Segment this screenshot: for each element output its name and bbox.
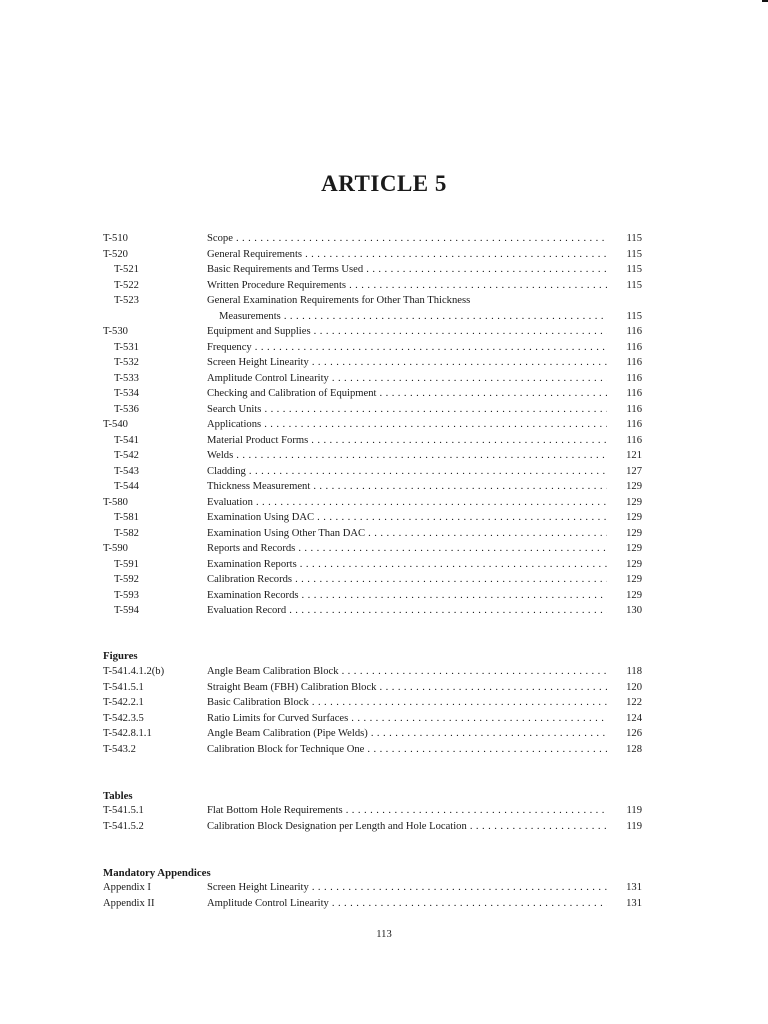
- section-number: T-580: [103, 496, 128, 508]
- toc-row: [0, 803, 768, 819]
- toc-row: [0, 262, 768, 278]
- page-ref: 131: [626, 882, 642, 893]
- toc-row: [0, 231, 768, 247]
- section-number: T-542: [114, 450, 139, 461]
- section-number: T-520: [103, 248, 128, 260]
- page-ref: 116: [626, 403, 642, 415]
- section-title: Amplitude Control Linearity . . .: [207, 896, 607, 912]
- section-number: Appendix I: [103, 882, 151, 893]
- toc-row: [0, 355, 768, 371]
- toc-row: [0, 324, 768, 340]
- toc-row: [0, 541, 768, 557]
- page-ref: 129: [626, 558, 642, 570]
- section-title: Basic Requirements and Terms Used . . .: [207, 262, 607, 278]
- page-ref: 116: [626, 372, 642, 384]
- page-ref: 121: [626, 450, 642, 461]
- page-ref: 126: [626, 728, 642, 739]
- section-number: T-594: [114, 605, 139, 616]
- section-title: Screen Height Linearity . . .: [207, 880, 607, 896]
- page-ref: 129: [626, 527, 642, 539]
- section-title: Equipment and Supplies . . .: [207, 324, 607, 340]
- section-title: Calibration Block for Technique One . . .: [207, 742, 607, 758]
- toc-row: [0, 526, 768, 542]
- section-title: Amplitude Control Linearity . . .: [207, 371, 607, 387]
- toc-row: [0, 742, 768, 758]
- section-number: T-542.8.1.1: [103, 728, 152, 739]
- page-ref: 115: [626, 279, 642, 291]
- section-number: T-591: [114, 558, 139, 570]
- page-ref: 129: [626, 512, 642, 523]
- toc-row: [0, 402, 768, 418]
- toc-row: [0, 371, 768, 387]
- section-title: General Examination Requirements for Other Than Thickness: [207, 295, 471, 306]
- section-number: T-522: [114, 279, 139, 291]
- section-title: Flat Bottom Hole Requirements . . .: [207, 803, 607, 819]
- section-title: Angle Beam Calibration (Pipe Welds) . . .: [207, 726, 607, 742]
- page-ref: 119: [626, 805, 642, 816]
- page-ref: 120: [626, 681, 642, 693]
- page-ref: 131: [626, 897, 642, 909]
- toc-row: [0, 695, 768, 711]
- article-title: ARTICLE 5: [321, 171, 447, 196]
- section-title: Examination Records . . .: [207, 588, 607, 604]
- page-ref: 129: [626, 574, 642, 585]
- figures-heading: Figures: [103, 650, 138, 662]
- toc-row: [0, 495, 768, 511]
- section-number: T-523: [114, 295, 139, 306]
- section-title: Applications . . .: [207, 417, 607, 433]
- toc-row: [0, 603, 768, 619]
- section-title: Examination Using DAC . . .: [207, 510, 607, 526]
- section-number: T-544: [114, 481, 139, 492]
- section-title: Angle Beam Calibration Block . . .: [207, 664, 607, 680]
- section-number: Appendix II: [103, 897, 155, 909]
- toc-row: [0, 572, 768, 588]
- section-title: Frequency . . .: [207, 340, 607, 356]
- toc-row: [0, 433, 768, 449]
- section-number: T-534: [114, 388, 139, 399]
- toc-row: [0, 309, 768, 325]
- section-number: T-590: [103, 543, 128, 554]
- page-ref: 119: [626, 820, 642, 832]
- page-ref: 122: [626, 697, 642, 708]
- page-ref: 116: [626, 326, 642, 337]
- section-title: General Requirements . . .: [207, 247, 607, 263]
- section-title: Calibration Records . . .: [207, 572, 607, 588]
- section-title: Evaluation Record . . .: [207, 603, 607, 619]
- page-ref: 127: [626, 465, 642, 477]
- page-ref: 116: [626, 434, 642, 446]
- page-ref: 129: [626, 481, 642, 492]
- page-ref: 115: [626, 233, 642, 244]
- section-title: Evaluation . . .: [207, 495, 607, 511]
- section-number: T-510: [103, 233, 128, 244]
- section-number: T-533: [114, 372, 139, 384]
- page-ref: 115: [626, 264, 642, 275]
- page-ref: 129: [626, 543, 642, 554]
- toc-row: [0, 557, 768, 573]
- toc-row: [0, 479, 768, 495]
- section-number: T-542.2.1: [103, 697, 144, 708]
- section-title: Scope . . .: [207, 231, 607, 247]
- page-ref: 130: [626, 605, 642, 616]
- section-number: T-540: [103, 419, 128, 430]
- toc-row: [0, 278, 768, 294]
- toc-row: [0, 293, 768, 309]
- section-number: T-543.2: [103, 743, 136, 755]
- section-title: Reports and Records . . .: [207, 541, 607, 557]
- page-ref: 129: [626, 496, 642, 508]
- toc-row: [0, 726, 768, 742]
- section-title: Measurements . . .: [207, 309, 607, 325]
- page-ref: 129: [626, 589, 642, 601]
- toc-row: [0, 896, 768, 912]
- section-number: T-541: [114, 434, 139, 446]
- section-number: T-541.5.2: [103, 820, 144, 832]
- section-title: Straight Beam (FBH) Calibration Block . . .: [207, 680, 607, 696]
- section-title: Welds . . .: [207, 448, 607, 464]
- section-number: T-532: [114, 357, 139, 368]
- section-number: T-543: [114, 465, 139, 477]
- section-title: Material Product Forms . . .: [207, 433, 607, 449]
- toc-row: [0, 510, 768, 526]
- section-number: T-530: [103, 326, 128, 337]
- section-number: T-582: [114, 527, 139, 539]
- section-title: Basic Calibration Block . . .: [207, 695, 607, 711]
- toc-row: [0, 819, 768, 835]
- section-title: Examination Reports . . .: [207, 557, 607, 573]
- page-ref: 116: [626, 357, 642, 368]
- toc-row: [0, 417, 768, 433]
- toc-row: [0, 664, 768, 680]
- scan-corner-mark: [762, 0, 768, 2]
- page-ref: 128: [626, 743, 642, 755]
- section-number: T-521: [114, 264, 139, 275]
- section-number: T-542.3.5: [103, 712, 144, 724]
- toc-row: [0, 448, 768, 464]
- section-title: Cladding . . .: [207, 464, 607, 480]
- tables-heading: Tables: [103, 790, 133, 802]
- toc-row: [0, 680, 768, 696]
- section-number: T-541.5.1: [103, 805, 144, 816]
- page-ref: 116: [626, 419, 642, 430]
- appendices-heading: Mandatory Appendices: [103, 867, 211, 879]
- page-ref: 116: [626, 388, 642, 399]
- toc-row: [0, 340, 768, 356]
- section-number: T-531: [114, 341, 139, 353]
- section-number: T-541.5.1: [103, 681, 144, 693]
- section-title: Thickness Measurement . . .: [207, 479, 607, 495]
- page-ref: 115: [626, 310, 642, 322]
- section-number: T-581: [114, 512, 139, 523]
- section-number: T-536: [114, 403, 139, 415]
- toc-row: [0, 588, 768, 604]
- page-number: 113: [376, 929, 392, 940]
- toc-row: [0, 711, 768, 727]
- section-title: Calibration Block Designation per Length and Hole Location . . .: [207, 819, 607, 835]
- section-number: T-593: [114, 589, 139, 601]
- page-ref: 118: [626, 666, 642, 677]
- toc-row: [0, 880, 768, 896]
- page-ref: 115: [626, 248, 642, 260]
- page-ref: 116: [626, 341, 642, 353]
- section-title: Examination Using Other Than DAC . . .: [207, 526, 607, 542]
- section-number: T-592: [114, 574, 139, 585]
- section-title: Written Procedure Requirements . . .: [207, 278, 607, 294]
- section-title: Ratio Limits for Curved Surfaces . . .: [207, 711, 607, 727]
- toc-row: [0, 386, 768, 402]
- section-title: Search Units . . .: [207, 402, 607, 418]
- toc-row: [0, 247, 768, 263]
- section-title: Checking and Calibration of Equipment . . .: [207, 386, 607, 402]
- page-ref: 124: [626, 712, 642, 724]
- section-title: Screen Height Linearity . . .: [207, 355, 607, 371]
- toc-row: [0, 464, 768, 480]
- section-number: T-541.4.1.2(b): [103, 666, 165, 677]
